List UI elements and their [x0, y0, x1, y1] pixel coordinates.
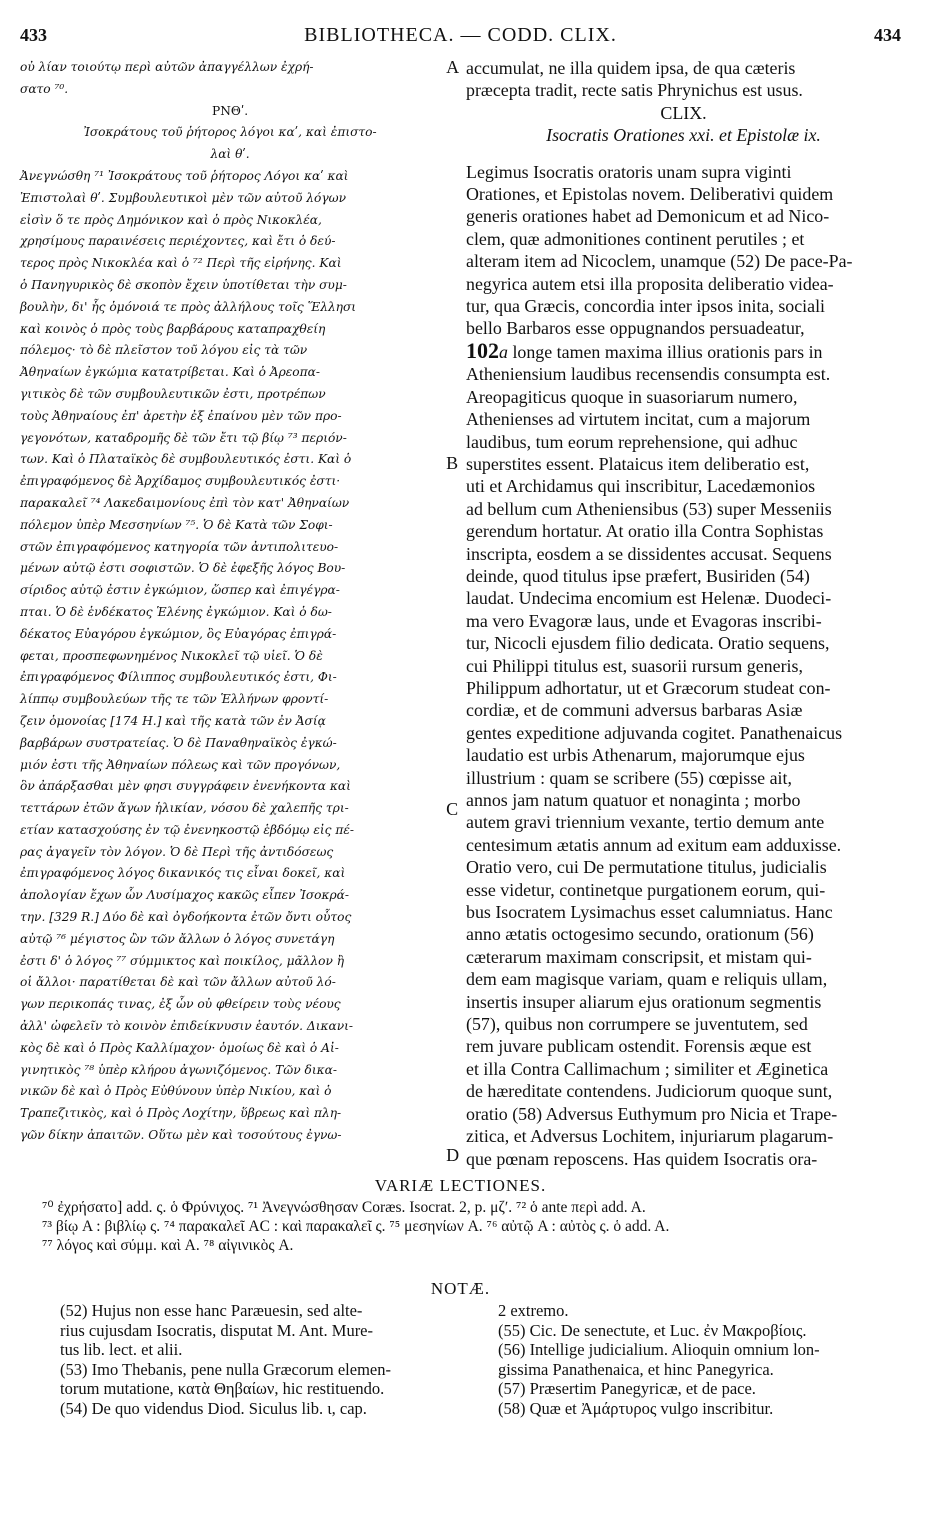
- latin-line: centesimum ætatis annum ad exitum eam adduxisse.: [466, 834, 842, 855]
- note-line: torum mutatione, κατὰ Θηβαίων, hic restituendo.: [60, 1379, 385, 1399]
- margin-letter-b: B: [446, 453, 459, 473]
- latin-line: inscripta, eosdem a se dissidentes accusat. Sequens: [466, 543, 832, 564]
- margin-letter-c: C: [446, 799, 459, 819]
- greek-codex-number: ΡΝΘʹ.: [212, 103, 249, 118]
- greek-line: τερος πρὸς Νικοκλέα καὶ ὁ ⁷² Περὶ τῆς εἰρήνης. Καὶ: [20, 256, 342, 271]
- latin-line: Orationes, et Epistolas novem. Deliberativi quidem: [466, 184, 834, 205]
- latin-line: laudibus, tum eorum reprehensione, qui adhuc: [466, 431, 798, 452]
- margin-letters: [446, 57, 460, 1170]
- variae-lectiones: [20, 1198, 901, 1255]
- variae-line: ⁷⁰ ἐχρήσατο] add. ς. ὁ Φρύνιχος. ⁷¹ Ἀνεγνώσθησαν Coræs. Isocrat. 2, p. μζʹ. ⁷² ὁ ante περὶ add. A.: [42, 1198, 646, 1216]
- greek-line: τεττάρων ἐτῶν ἄγων ἡλικίαν, νόσου δὲ χαλεπῆς τρι-: [20, 801, 349, 816]
- latin-line: cæterarum maximam conscripsit, et mistam qui-: [466, 946, 812, 967]
- greek-line: εἰσὶν ὅ τε πρὸς Δημόνικον καὶ ὁ πρὸς Νικοκλέα,: [20, 212, 322, 227]
- latin-text-part1: [466, 161, 901, 340]
- latin-line: Legimus Isocratis oratoris unam supra viginti: [466, 161, 792, 182]
- greek-line: γιτικὸς δὲ τῶν συμβουλευτικῶν ἐστι, προτρέπων: [20, 386, 326, 401]
- latin-line: laudatio est urbis Athenarum, majorumque ejus: [466, 745, 805, 766]
- notae-right-column: [498, 1301, 901, 1419]
- latin-line: oratio (58) Adversus Euthymum pro Nicia et Trape-: [466, 1103, 838, 1124]
- two-column-body: [20, 57, 901, 1170]
- page-number-right: 434: [874, 25, 901, 45]
- greek-line: γῶν δίκην ἀπαιτῶν. Οὕτω μὲν καὶ τοσούτους ἐγνω-: [20, 1128, 342, 1143]
- greek-line: ετίαν κατασχούσης ἐν τῷ ἐνενηκοστῷ ἑβδόμῳ εἰς πέ-: [20, 822, 355, 837]
- latin-line: anno ætatis octogesimo secundo, orationum (56): [466, 924, 814, 945]
- greek-line: ἐπιγραφόμενος Φίλιππος συμβουλευτικός ἐστι, Φι-: [20, 670, 337, 685]
- greek-line: ρας ἀγαγεῖν τὸν λόγον. Ὁ δὲ Περὶ τῆς ἀντιδόσεως: [20, 844, 334, 859]
- latin-marker-line-text: longe tamen maxima illius orationis pars in: [507, 341, 823, 362]
- latin-line: (57), quibus non corrumpere se juventutem, sed: [466, 1014, 808, 1035]
- latin-line: alteram item ad Nicoclem, unamque (52) De pace-Pa-: [466, 251, 853, 272]
- greek-line: καὶ κοινὸς ὁ πρὸς τοὺς βαρβάρους καταπραχθείη: [20, 321, 326, 336]
- greek-line: ἐπιγραφόμενος λόγος δικανικός τις εἶναι δοκεῖ, καὶ: [20, 866, 346, 881]
- latin-intro-line: præcepta tradit, recte satis Phrynichus est usus.: [466, 80, 803, 101]
- greek-line: ὃν ἀπάρξασθαι μὲν φησι συγγράφειν ἐνενήκοντα καὶ: [20, 779, 351, 794]
- note-line: rius cujusdam Isocratis, disputat M. Ant. Mure-: [60, 1320, 374, 1340]
- greek-intro-line: σατο ⁷⁰.: [20, 81, 69, 96]
- latin-line: Areopagiticus quoque in suasoriarum numero,: [466, 386, 798, 407]
- greek-line: μιόν ἐστι τῆς Ἀθηναίων πόλεως καὶ τῶν προγόνων,: [20, 757, 341, 772]
- note-line: (54) De quo videndus Diod. Siculus lib. ι, cap.: [60, 1398, 367, 1418]
- latin-line: annos jam natum quatuor et nonaginta ; morbo: [466, 790, 801, 810]
- note-line: (53) Imo Thebanis, pene nulla Græcorum elemen-: [60, 1359, 391, 1379]
- page-marker-number: 102: [466, 337, 500, 363]
- variae-heading: VARIÆ LECTIONES.: [374, 1175, 547, 1195]
- latin-line: bello Barbaros esse oppugnandos persuadeatur,: [466, 318, 805, 339]
- greek-line: βαρβάρων συστρατείας. Ὁ δὲ Παναθηναϊκὸς ἐγκώ-: [20, 735, 337, 750]
- latin-line: esse videtur, continetque purgationem eorum, qui-: [466, 879, 826, 900]
- latin-line: clem, quæ admonitiones continent perutiles ; et: [466, 228, 805, 249]
- latin-line: et illa Contra Callimachum ; similiter et Æginetica: [466, 1058, 829, 1079]
- greek-line: ἀπολογίαν ἔχων ὧν Λυσίμαχος κακῶς εἶπεν Ἰσοκρά-: [20, 888, 349, 903]
- greek-line: πόλεμος· τὸ δὲ πλεῖστον τοῦ λόγου εἰς τὰ τῶν: [20, 343, 308, 358]
- note-line: gissima Panathenaica, et hinc Panegyrica.: [497, 1359, 774, 1379]
- latin-line: uti et Archidamus qui inscribitur, Lacedæmonios: [466, 476, 816, 497]
- greek-line: χρησίμους παραινέσεις περιέχοντες, καὶ ἔτι ὁ δεύ-: [20, 234, 336, 249]
- note-line: tus lib. lect. et alii.: [60, 1340, 183, 1360]
- latin-line: Oratio vero, cui De permutatione titulus, judicialis: [466, 857, 827, 878]
- greek-line: οἱ ἄλλοι· παρατίθεται δὲ καὶ τῶν ἄλλων αὐτοῦ λό-: [20, 975, 336, 990]
- latin-line: bus Isocratem Lysimachus esset calumniatus. Hanc: [466, 902, 833, 923]
- greek-line: πόλεμον ὑπὲρ Μεσσηνίων ⁷⁵. Ὁ δὲ Κατὰ τῶν Σοφι-: [20, 517, 333, 532]
- margin-letter-d: D: [446, 1145, 460, 1165]
- greek-line: ὁ Πανηγυρικὸς δὲ σκοπὸν ἔχειν ὑποτίθεται τὴν συμ-: [20, 277, 347, 292]
- latin-line: ad bellum cum Atheniensibus (53) super Messeniis: [466, 498, 832, 519]
- greek-line: λίππῳ συμβουλεύων τῆς τε τῶν Ἑλλήνων φροντί-: [20, 692, 329, 707]
- latin-line: insertis insuper aliarum ejus orationum segmentis: [466, 991, 822, 1012]
- latin-line: dem eam magisque variam, quam e reliquis ullam,: [466, 969, 828, 990]
- greek-text: [20, 166, 440, 1147]
- latin-column: [466, 57, 901, 1170]
- greek-line: ζειν ὁμονοίας [174 Η.] καὶ τῆς κατὰ τῶν ἐν Ἀσίᾳ: [20, 713, 326, 728]
- variae-line: ⁷⁷ λόγος καὶ σύμμ. καὶ A. ⁷⁸ αἰγινικὸς A.: [42, 1236, 294, 1254]
- notae-heading: NOTÆ.: [430, 1278, 491, 1298]
- greek-line: πται. Ὁ δὲ ἑνδέκατος Ἑλένης ἐγκώμιον. Καὶ ὁ δω-: [20, 604, 332, 619]
- latin-line: autem gravi triennium vexante, tertio demum ante: [466, 812, 825, 833]
- latin-line: Philippum adhortatur, ut et Græcorum studeat con-: [466, 677, 831, 698]
- greek-intro-line: οὐ λίαν τοιούτῳ περὶ αὐτῶν ἀπαγγέλλων ἐχρή-: [20, 60, 314, 74]
- greek-line: των. Καὶ ὁ Πλαταϊκὸς δὲ συμβουλευτικός ἐστι. Καὶ ὁ: [20, 452, 352, 467]
- latin-line: de hæreditate contendens. Judiciorum quoque sunt,: [466, 1081, 833, 1102]
- latin-text-part2: [466, 363, 901, 1170]
- note-line: (57) Præsertim Panegyricæ, et de pace.: [497, 1379, 756, 1399]
- greek-line: την. [329 R.] Δύο δὲ καὶ ὀγδοήκοντα ἐτῶν ὄντι οὗτος: [20, 910, 352, 925]
- page-marker-suffix: a: [499, 341, 508, 362]
- greek-line: γεγονότων, καταδρομῆς δὲ τῶν ἔτι τῷ βίῳ ⁷³ περιόν-: [20, 430, 347, 445]
- notae: [20, 1301, 901, 1419]
- greek-line: κὸς δὲ καὶ ὁ Πρὸς Καλλίμαχον· ὁμοίως δὲ καὶ ὁ Αἰ-: [20, 1040, 339, 1055]
- latin-line: Atheniensium laudibus recensendis consumpta est.: [466, 364, 831, 385]
- note-line: (56) Intellige judicialium. Alioquin omnium lon-: [497, 1340, 820, 1360]
- greek-line: ἐστι δ' ὁ λόγος ⁷⁷ σύμμικτος καὶ ποικίλος, μᾶλλον ἢ: [20, 953, 345, 968]
- greek-line: Ἐπιστολαὶ θʹ. Συμβουλευτικοὶ μὲν τῶν αὐτοῦ λόγων: [20, 190, 346, 205]
- latin-line: negyrica autem etsi illa proposita deliberatio videa-: [466, 273, 834, 294]
- greek-line: τοὺς Ἀθηναίους ἐπ' ἀρετὴν ἐξ ἐπαίνου μὲν τῶν προ-: [20, 408, 342, 423]
- latin-line: tur, qua Græcis, concordia inter ipsos inita, sociali: [466, 296, 826, 317]
- greek-line: Ἀνεγνώσθη ⁷¹ Ἰσοκράτους τοῦ ῥήτορος Λόγοι καʹ καὶ: [20, 168, 349, 183]
- latin-line: que pœnam reposcens. Has quidem Isocratis ora-: [466, 1148, 818, 1169]
- latin-marker-line: [466, 337, 901, 363]
- latin-line: Athenienses ad virtutem incitat, cum a majorum: [466, 409, 811, 430]
- greek-line: Τραπεζιτικὸς, καὶ ὁ Πρὸς Λοχίτην, ὕβρεως καὶ πλη-: [20, 1106, 342, 1121]
- latin-line: ma vero Evagoræ laus, unde et Evagoras inscribi-: [466, 610, 822, 631]
- latin-line: generis orationes habet ad Demonicum et ad Nico-: [466, 206, 830, 227]
- note-line: (55) Cic. De senectute, et Luc. ἐν Μακροβίοις.: [497, 1320, 807, 1340]
- greek-line: στῶν ἐπιγραφόμενος κατηγορία τῶν ἀντιπολιτευο-: [20, 539, 339, 554]
- note-line: 2 extremo.: [497, 1300, 569, 1320]
- latin-line: zitica, et Adversus Lochitem, injuriarum plagarum-: [466, 1126, 834, 1147]
- latin-line: superstites essent. Plataicus item deliberatio est,: [466, 453, 810, 474]
- greek-line: ἀλλ' ὠφελεῖν τὸ κοινὸν ἐπιδείκνυσιν ἑαυτόν. Δικανι-: [20, 1019, 354, 1034]
- greek-line: μένων αὐτῷ ἐστι σοφιστῶν. Ὁ δὲ ἐφεξῆς λόγος Βου-: [20, 561, 346, 576]
- greek-line: βουλὴν, δι' ἧς ὁμόνοιά τε πρὸς ἀλλήλους τοῖς Ἕλλησι: [20, 299, 357, 314]
- variae-line: ⁷³ βίῳ A : βιβλίῳ ς. ⁷⁴ παρακαλεῖ AC : καὶ παρακαλεῖ ς. ⁷⁵ μεσηνίων A. ⁷⁶ αὐτῷ A : αὐτὸς ς. ὁ add. A.: [42, 1217, 670, 1235]
- greek-line: σίριδος αὐτῷ ἐστιν ἐγκώμιον, ὥσπερ καὶ ἐπιγέγρα-: [20, 583, 340, 598]
- greek-heading-line: Ἰσοκράτους τοῦ ῥήτορος λόγοι καʹ, καὶ ἐπιστο-: [83, 125, 377, 140]
- latin-codex-number: CLIX.: [660, 102, 707, 123]
- latin-line: cui Philippi titulus est, suasorii rursum generis,: [466, 655, 803, 676]
- greek-line: ἐπιγραφόμενος δὲ Ἀρχίδαμος συμβουλευτικός ἐστι·: [20, 474, 341, 489]
- greek-line: νικῶν δὲ καὶ ὁ Πρὸς Εὐθύνουν ὑπὲρ Νικίου, καὶ ὁ: [20, 1084, 332, 1099]
- greek-heading-line: λαὶ θʹ.: [210, 147, 250, 162]
- greek-line: γινητικὸς ⁷⁸ ὑπὲρ κλήρου ἀγωνιζόμενος. Τῶν δικα-: [20, 1062, 337, 1077]
- greek-line: δέκατος Εὐαγόρου ἐγκώμιον, ὃς Εὐαγόρας ἐπιγρά-: [20, 626, 337, 641]
- greek-line: αὐτῷ ⁷⁶ μέγιστος ὢν τῶν ἄλλων ὁ λόγος συνετάγη: [20, 931, 335, 946]
- greek-line: φεται, προσπεφωνημένος Νικοκλεῖ τῷ υἱεῖ. Ὁ δὲ: [20, 648, 323, 663]
- latin-intro-line: accumulat, ne illa quidem ipsa, de qua cæteris: [466, 58, 796, 78]
- page-number-left: 433: [20, 25, 47, 45]
- latin-line: deinde, quod titulus ipse præfert, Busiriden (54): [466, 565, 810, 586]
- greek-line: παρακαλεῖ ⁷⁴ Λακεδαιμονίους ἐπὶ τὸν κατ' Ἀθηναίων: [20, 495, 350, 510]
- note-line: (52) Hujus non esse hanc Paræuesin, sed alte-: [60, 1300, 363, 1320]
- running-header: [20, 24, 901, 47]
- latin-line: laudat. Undecima encomium est Helenæ. Duodeci-: [466, 588, 832, 609]
- margin-letter-a: A: [446, 57, 460, 77]
- latin-line: cordiæ, et de communi adversus barbaras Asiæ: [466, 700, 803, 721]
- note-line: (58) Quæ et Ἀμάρτυρος vulgo inscribitur.: [497, 1398, 774, 1418]
- latin-line: rem juvare publicam ostendit. Forensis æque est: [466, 1036, 812, 1057]
- notae-left-column: [60, 1301, 468, 1419]
- latin-line: gerendum hortatur. At oratio illa Contra Sophistas: [466, 521, 824, 542]
- greek-line: γων περικοπάς τινας, ἐξ ὧν οὐ φθείρειν τοὺς νέους: [20, 997, 341, 1012]
- greek-line: Ἀθηναίων ἐγκώμια κατατρίβεται. Καὶ ὁ Ἀρεοπα-: [20, 365, 321, 380]
- latin-line: tur, Nicocli ejusdem filio dedicata. Oratio sequens,: [466, 633, 830, 654]
- running-title: BIBLIOTHECA. — CODD. CLIX.: [304, 24, 617, 46]
- greek-column: [20, 57, 440, 1170]
- latin-line: gentes expeditione adjuvanda cogitet. Panathenaicus: [466, 722, 843, 743]
- latin-line: illustrium : quam se scribere (55) cœpisse ait,: [466, 767, 792, 788]
- latin-heading: Isocratis Orationes xxi. et Epistolæ ix.: [546, 125, 821, 146]
